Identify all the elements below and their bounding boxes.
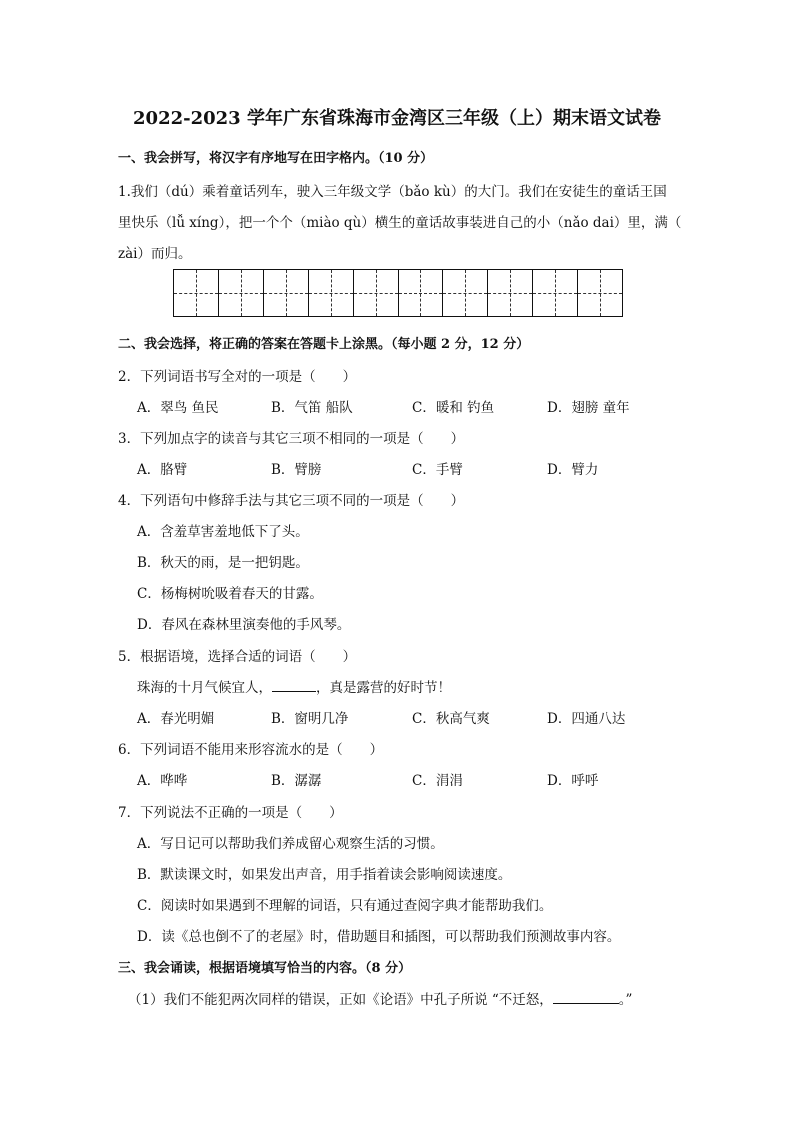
page-title: 2022-2023 学年广东省珠海市金湾区三年级（上）期末语文试卷	[133, 108, 661, 129]
s3-q1	[128, 988, 632, 1008]
q4-option-b[interactable]: B．秋天的雨，是一把钥匙。	[137, 555, 309, 571]
q5-option-b[interactable]: B．窗明几净	[271, 711, 349, 727]
tianzige-cell[interactable]	[354, 270, 399, 316]
tianzige-cell[interactable]	[309, 270, 354, 316]
tianzige-grid	[173, 269, 623, 317]
q5-options	[137, 707, 697, 727]
q2-stem: 2．下列词语书写全对的一项是（ ）	[118, 369, 357, 385]
q5-option-a[interactable]: A．春光明媚	[137, 711, 215, 727]
q6-option-b[interactable]: B．潺潺	[271, 773, 322, 789]
q5-stem: 5．根据语境，选择合适的词语（ ）	[118, 649, 357, 665]
q2-option-c[interactable]: C．暖和 钓鱼	[412, 400, 495, 416]
q4-option-d[interactable]: D．春风在森林里演奏他的手风琴。	[137, 617, 351, 633]
q5-context	[137, 676, 451, 696]
q5-option-c[interactable]: C．秋高气爽	[412, 711, 490, 727]
q6-option-c[interactable]: C．涓涓	[412, 773, 463, 789]
section-1-heading: 一、我会拼写，将汉字有序地写在田字格内。（10 分）	[118, 151, 434, 166]
q5-context-before: 珠海的十月气候宜人，	[137, 680, 272, 696]
q2-option-b[interactable]: B．气笛 船队	[271, 400, 353, 416]
q3-option-b[interactable]: B．臂膀	[271, 462, 322, 478]
q3-option-d[interactable]: D．臂力	[547, 462, 599, 478]
tianzige-cell[interactable]	[174, 270, 219, 316]
q7-option-b[interactable]: B．默读课文时，如果发出声音，用手指着读会影响阅读速度。	[137, 867, 512, 883]
q6-stem: 6．下列词语不能用来形容流水的是（ ）	[118, 742, 384, 758]
tianzige-cell[interactable]	[219, 270, 264, 316]
q3-stem: 3．下列加点字的读音与其它三项不相同的一项是（ ）	[118, 431, 465, 447]
q2-option-a[interactable]: A．翠鸟 鱼民	[137, 400, 219, 416]
q3-options	[137, 458, 697, 478]
tianzige-cell[interactable]	[399, 270, 444, 316]
s3-q1-blank[interactable]	[553, 991, 619, 1004]
q3-option-a[interactable]: A．胳臂	[137, 462, 188, 478]
tianzige-cell[interactable]	[578, 270, 622, 316]
tianzige-cell[interactable]	[533, 270, 578, 316]
q7-option-c[interactable]: C．阅读时如果遇到不理解的词语，只有通过查阅字典才能帮助我们。	[137, 898, 553, 914]
q7-option-d[interactable]: D．读《总也倒不了的老屋》时，借助题目和插图，可以帮助我们预测故事内容。	[137, 929, 621, 945]
tianzige-cell[interactable]	[488, 270, 533, 316]
q2-options	[137, 396, 697, 416]
q7-option-a[interactable]: A．写日记可以帮助我们养成留心观察生活的习惯。	[137, 836, 444, 852]
s3-q1-before: （1）我们不能犯两次同样的错误，正如《论语》中孔子所说 “不迁怒，	[128, 992, 553, 1008]
q5-option-d[interactable]: D．四通八达	[547, 711, 626, 727]
q6-options	[137, 769, 697, 789]
q2-option-d[interactable]: D．翅膀 童年	[547, 400, 630, 416]
q3-option-c[interactable]: C．手臂	[412, 462, 463, 478]
q1-line-2: 里快乐（lǚ xíng），把一个个（miào qù）横生的童话故事装进自己的小（nǎo dai）里，满（	[118, 215, 682, 231]
section-3-heading: 三、我会诵读，根据语境填写恰当的内容。（8 分）	[118, 961, 412, 976]
q1-line-1: 1.我们（dú）乘着童话列车，驶入三年级文学（bǎo kù）的大门。我们在安徒生的童话王国	[118, 184, 667, 200]
q4-option-c[interactable]: C．杨梅树吮吸着春天的甘露。	[137, 586, 323, 602]
q5-blank[interactable]	[272, 679, 316, 692]
section-2-heading: 二、我会选择，将正确的答案在答题卡上涂黑。（每小题 2 分，12 分）	[118, 337, 530, 352]
tianzige-cell[interactable]	[264, 270, 309, 316]
tianzige-cell[interactable]	[443, 270, 488, 316]
q6-option-d[interactable]: D．呼呼	[547, 773, 599, 789]
s3-q1-after: 。”	[618, 992, 633, 1008]
q1-line-3: zài）而归。	[118, 246, 192, 262]
q6-option-a[interactable]: A．哗哗	[137, 773, 188, 789]
q5-context-after: ，真是露营的好时节！	[316, 680, 451, 696]
q7-stem: 7．下列说法不正确的一项是（ ）	[118, 805, 343, 821]
q4-stem: 4．下列语句中修辞手法与其它三项不同的一项是（ ）	[118, 493, 465, 509]
q4-option-a[interactable]: A．含羞草害羞地低下了头。	[137, 524, 309, 540]
